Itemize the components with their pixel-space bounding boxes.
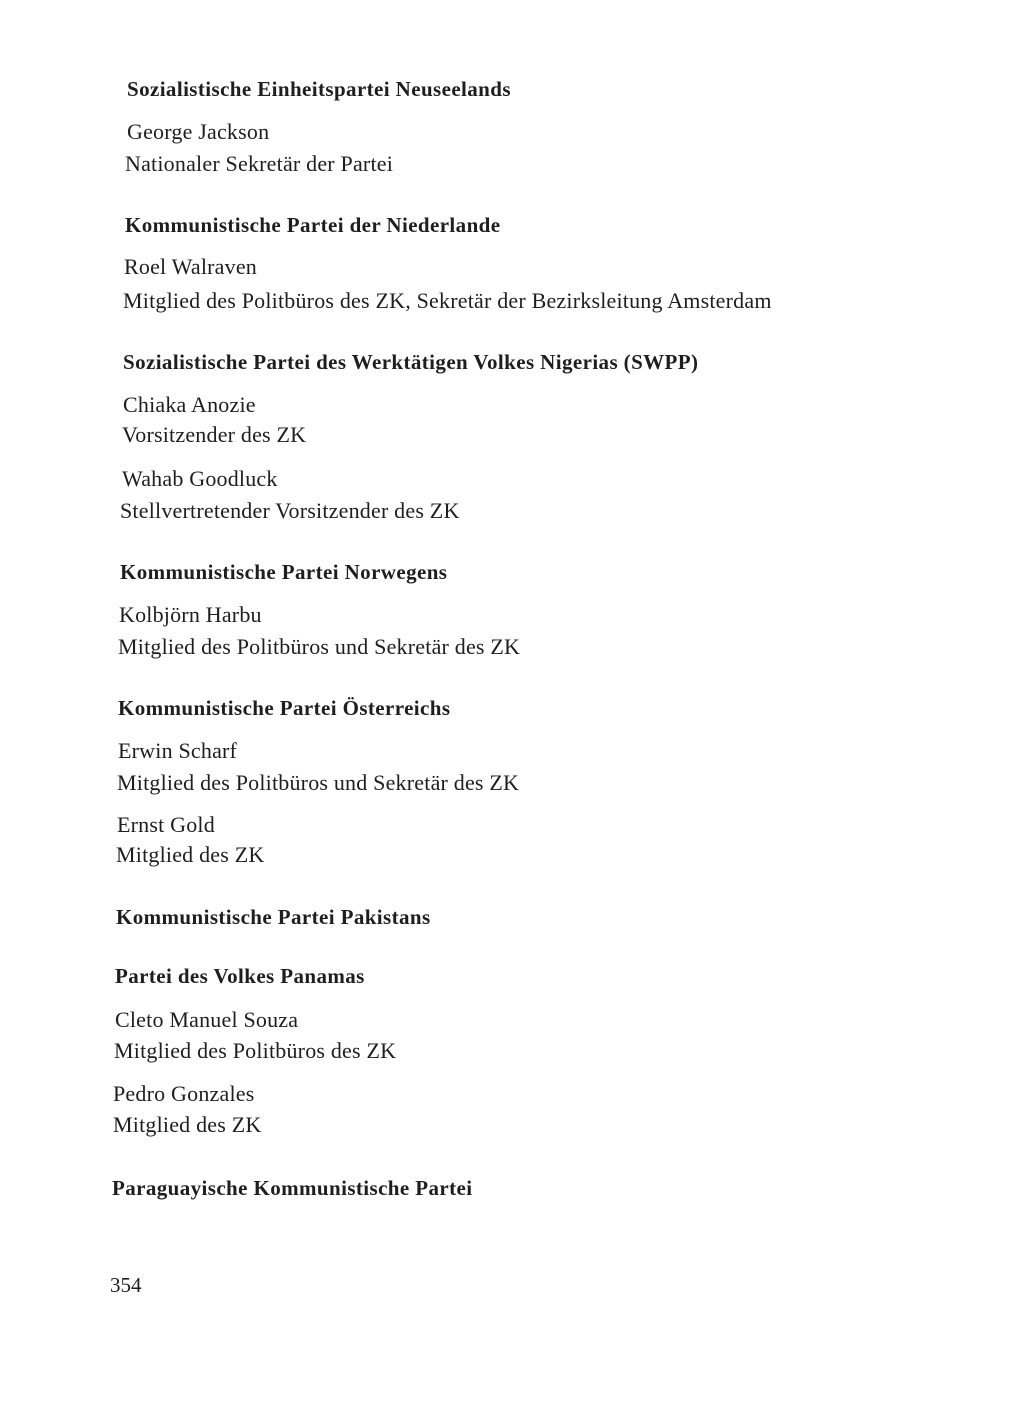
person-role: Vorsitzender des ZK [122, 422, 307, 447]
person-name: George Jackson [127, 119, 270, 144]
person-name: Cleto Manuel Souza [115, 1007, 299, 1032]
section-heading: Sozialistische Einheitspartei Neuseelands [127, 77, 511, 101]
person-name: Pedro Gonzales [113, 1081, 255, 1106]
person-role: Mitglied des ZK [113, 1112, 262, 1137]
person-name: Kolbjörn Harbu [119, 602, 262, 627]
section-heading: Kommunistische Partei Österreichs [118, 696, 451, 720]
person-role: Mitglied des Politbüros des ZK [114, 1038, 397, 1063]
person-role: Mitglied des ZK [116, 842, 265, 867]
person-role: Stellvertretender Vorsitzender des ZK [120, 498, 460, 523]
person-role: Mitglied des Politbüros und Sekretär des ZK [117, 770, 520, 795]
page-number: 354 [110, 1273, 142, 1297]
person-name: Roel Walraven [124, 254, 257, 279]
section-heading: Paraguayische Kommunistische Partei [112, 1176, 473, 1200]
person-name: Ernst Gold [117, 812, 215, 837]
section-heading: Kommunistische Partei der Niederlande [125, 213, 501, 237]
person-role: Mitglied des Politbüros und Sekretär des ZK [118, 634, 521, 659]
section-heading: Kommunistische Partei Pakistans [116, 905, 431, 929]
section-heading: Partei des Volkes Panamas [115, 964, 365, 988]
person-role: Nationaler Sekretär der Partei [125, 151, 394, 176]
person-name: Erwin Scharf [118, 738, 238, 763]
section-heading: Sozialistische Partei des Werktätigen Volkes Nigerias (SWPP) [123, 350, 699, 374]
person-role: Mitglied des Politbüros des ZK, Sekretär der Bezirksleitung Amsterdam [123, 288, 772, 313]
person-name: Chiaka Anozie [123, 392, 256, 417]
section-heading: Kommunistische Partei Norwegens [120, 560, 448, 584]
person-name: Wahab Goodluck [122, 466, 278, 491]
